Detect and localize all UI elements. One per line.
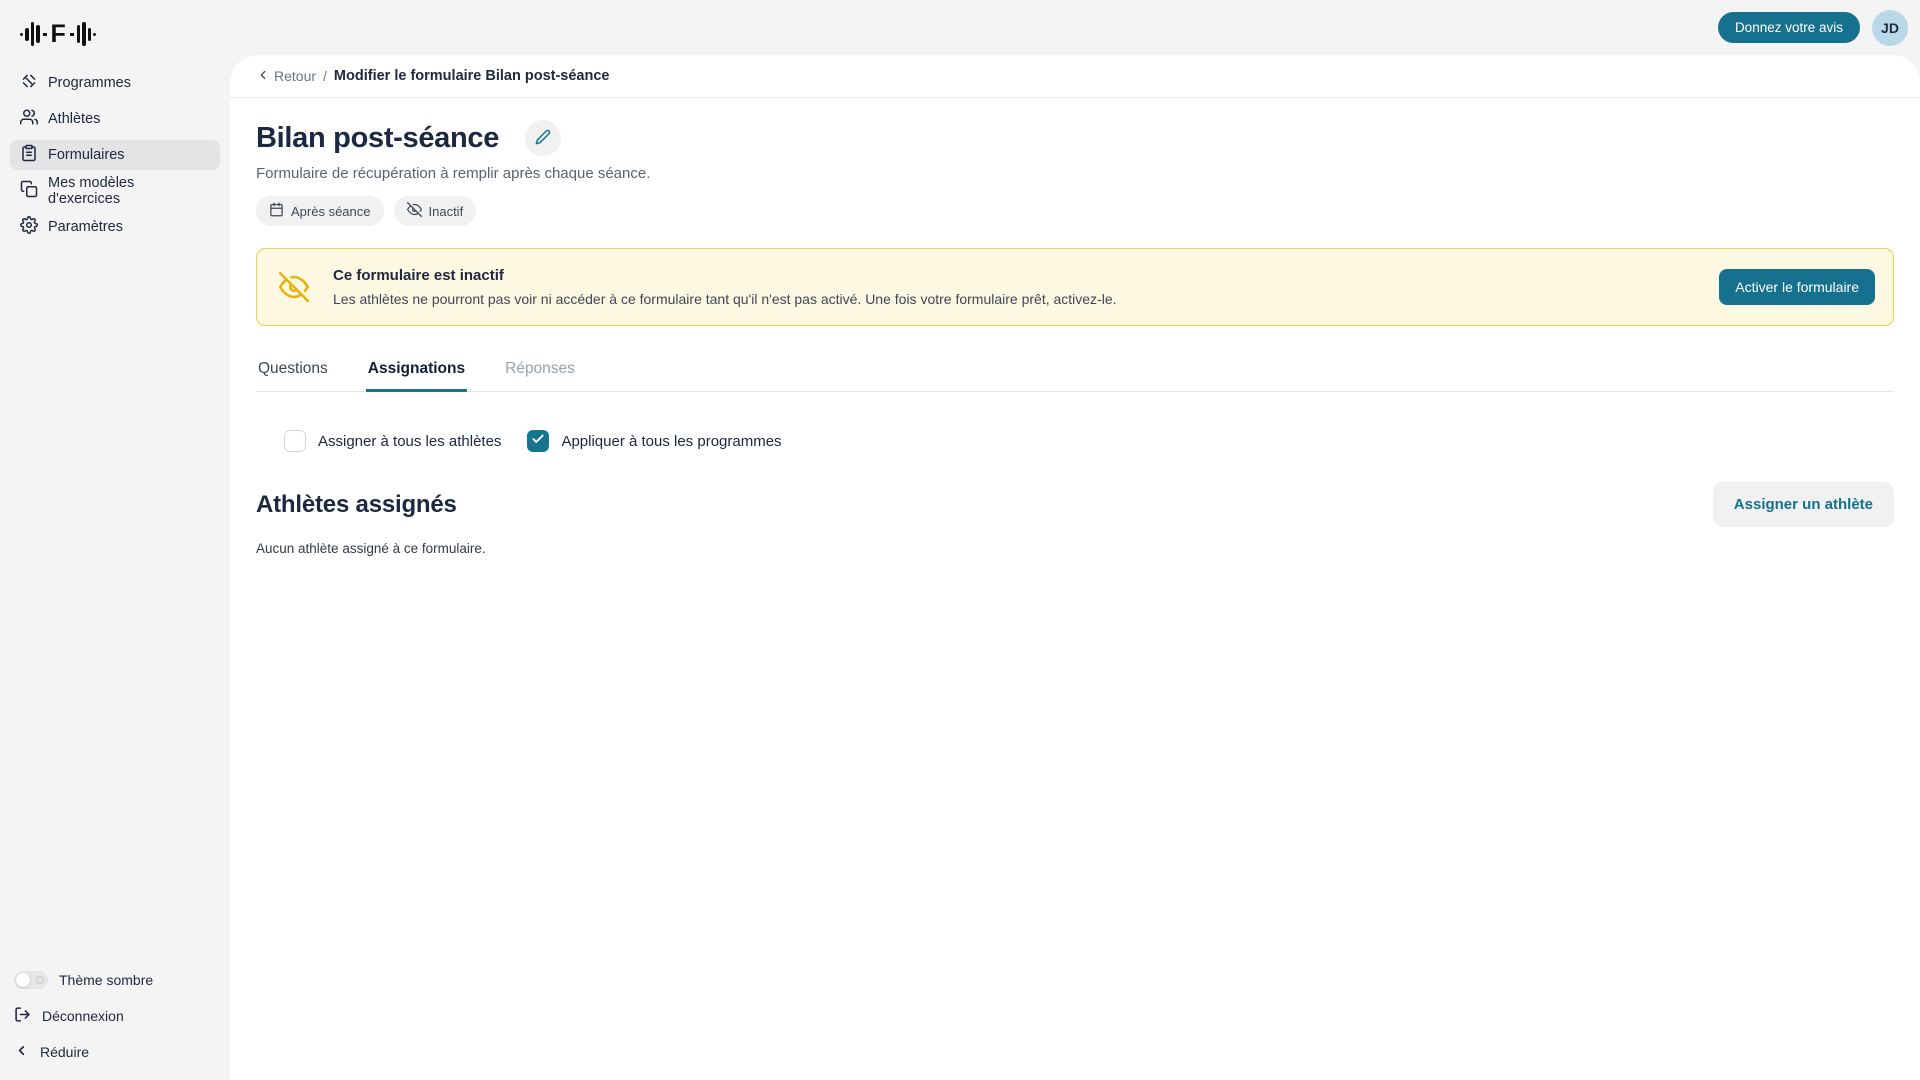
eye-off-icon <box>279 272 309 302</box>
logout-label: Déconnexion <box>42 1008 124 1024</box>
activate-form-button[interactable]: Activer le formulaire <box>1719 269 1875 305</box>
breadcrumb-current: Modifier le formulaire Bilan post-séance <box>333 68 610 84</box>
users-icon <box>20 108 38 130</box>
theme-toggle[interactable] <box>14 971 48 989</box>
badge-apres-seance <box>256 196 384 226</box>
tab-questions[interactable]: Questions <box>258 360 328 377</box>
badge-inactif <box>394 196 477 226</box>
assigned-athletes-title: Athlètes assignés <box>256 490 457 518</box>
assign-all-athletes-label: Assigner à tous les athlètes <box>318 432 502 450</box>
logout-button[interactable] <box>10 1002 220 1030</box>
form-description: Formulaire de récupération à remplir après chaque séance. <box>256 165 651 182</box>
theme-toggle-label: Thème sombre <box>59 972 154 988</box>
sidebar-item-athletes[interactable] <box>10 104 220 134</box>
collapse-label: Réduire <box>40 1044 90 1060</box>
banner-title: Ce formulaire est inactif <box>333 267 504 284</box>
breadcrumb-separator: / <box>323 68 327 84</box>
avatar[interactable]: JD <box>1872 10 1908 46</box>
sidebar-item-programmes[interactable] <box>10 68 220 98</box>
assign-all-athletes-checkbox[interactable] <box>284 430 306 452</box>
topbar <box>230 0 1920 55</box>
sidebar-nav <box>10 68 220 242</box>
clipboard-icon <box>20 144 38 166</box>
sidebar-footer <box>10 966 220 1066</box>
badge-label: Inactif <box>428 203 464 219</box>
banner-message: Les athlètes ne pourront pas voir ni accéder à ce formulaire tant qu'il n'est pas activé. Une fois votre formulaire prêt, activez-le. <box>333 291 1117 307</box>
sidebar-item-parametres[interactable] <box>10 212 220 242</box>
banner-text <box>333 267 1695 307</box>
chevron-left-icon <box>256 68 270 85</box>
badge-row <box>256 196 1894 226</box>
sidebar-item-label: Formulaires <box>48 147 125 163</box>
pencil-icon <box>535 129 551 148</box>
sidebar-item-label: Programmes <box>48 75 131 91</box>
page-title: Bilan post-séance <box>256 121 500 154</box>
collapse-sidebar-button[interactable] <box>10 1038 220 1066</box>
chevron-left-icon <box>14 1043 29 1061</box>
sidebar <box>0 0 230 1080</box>
content-card <box>230 55 1920 1080</box>
breadcrumb-back-label: Retour <box>274 68 317 84</box>
assignment-options <box>284 430 1894 452</box>
apply-all-programs-label: Appliquer à tous les programmes <box>561 432 782 450</box>
sidebar-item-formulaires[interactable] <box>10 140 220 170</box>
feedback-button[interactable]: Donnez votre avis <box>1718 12 1860 43</box>
gear-icon <box>20 216 38 238</box>
sidebar-item-label: Mes modèles d'exercices <box>48 175 135 207</box>
tab-bar <box>256 360 1894 392</box>
breadcrumb-back-link[interactable] <box>256 68 316 85</box>
calendar-icon <box>269 202 284 220</box>
main-area <box>230 0 1920 1080</box>
app-logo <box>10 10 220 54</box>
empty-state-message: Aucun athlète assigné à ce formulaire. <box>256 541 486 556</box>
inactive-form-banner <box>256 248 1894 326</box>
eye-off-icon <box>407 202 422 220</box>
logo-letter: F <box>50 19 66 48</box>
apply-all-programs-checkbox[interactable] <box>527 430 549 452</box>
sidebar-item-label: Athlètes <box>48 111 101 127</box>
tab-reponses[interactable]: Réponses <box>505 360 575 377</box>
check-icon <box>531 432 545 451</box>
assigned-athletes-header <box>256 482 1894 527</box>
badge-label: Après séance <box>291 203 371 219</box>
logout-icon <box>14 1006 31 1026</box>
copy-icon <box>20 180 38 202</box>
dumbbell-icon <box>20 72 38 94</box>
sidebar-item-modeles-exercices[interactable] <box>10 176 220 206</box>
breadcrumb <box>230 55 1920 98</box>
edit-title-button[interactable] <box>525 120 561 156</box>
assign-athlete-button[interactable]: Assigner un athlète <box>1713 482 1894 527</box>
sidebar-item-label: Paramètres <box>48 219 123 235</box>
tab-assignations[interactable]: Assignations <box>366 360 467 391</box>
theme-toggle-row <box>10 966 220 994</box>
